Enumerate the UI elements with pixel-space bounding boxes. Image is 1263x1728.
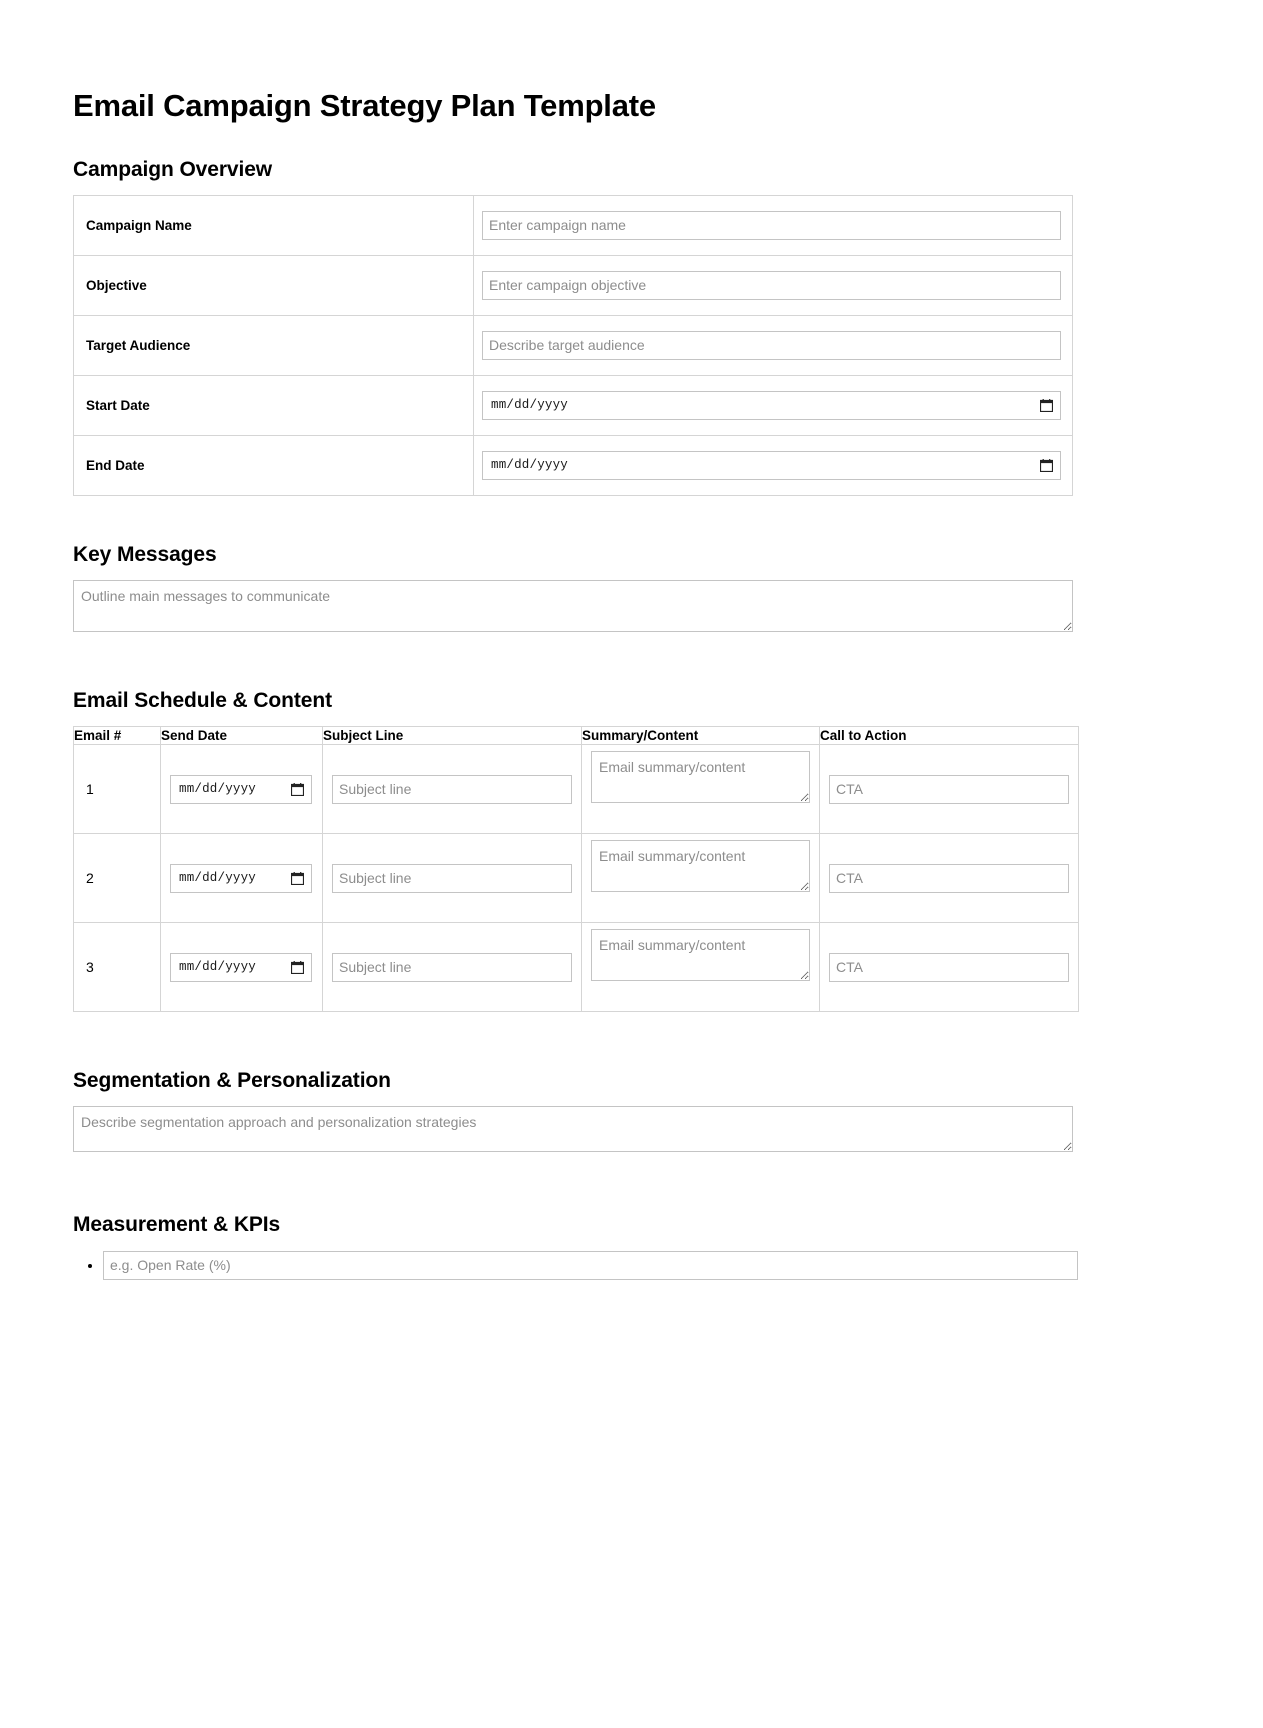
- row-field-target-audience: [474, 315, 1073, 375]
- table-row: [74, 255, 1073, 315]
- cta-cell-3: [820, 923, 1079, 1012]
- send-date-cell-1: [161, 745, 323, 834]
- table-row: [74, 834, 1079, 923]
- table-row: [74, 923, 1079, 1012]
- row-label-end-date: End Date: [74, 435, 474, 495]
- email-number-2: 2: [74, 834, 161, 923]
- kpi-input-1[interactable]: [103, 1251, 1078, 1280]
- subject-line-input-3[interactable]: [332, 953, 572, 982]
- send-date-cell-2: [161, 834, 323, 923]
- table-row: [74, 195, 1073, 255]
- section-heading-email-schedule: Email Schedule & Content: [73, 689, 332, 713]
- send-date-input-2[interactable]: [170, 864, 312, 893]
- column-header-send-date: Send Date: [161, 727, 323, 745]
- section-heading-campaign-overview: Campaign Overview: [73, 157, 273, 181]
- spacer: [73, 496, 1073, 542]
- page-title: Email Campaign Strategy Plan Template: [73, 88, 656, 123]
- target-audience-input[interactable]: [482, 331, 1061, 360]
- summary-cell-1: [582, 745, 820, 834]
- send-date-value-2: mm/dd/yyyy: [179, 871, 257, 886]
- subject-line-cell-3: [323, 923, 582, 1012]
- section-heading-key-messages: Key Messages: [73, 542, 217, 566]
- table-row: [74, 315, 1073, 375]
- row-label-target-audience: Target Audience: [74, 315, 474, 375]
- column-header-email-number: Email #: [74, 727, 161, 745]
- spacer: [73, 1012, 1073, 1068]
- calendar-icon[interactable]: [1040, 399, 1053, 412]
- cta-input-2[interactable]: [829, 864, 1069, 893]
- send-date-value-1: mm/dd/yyyy: [179, 782, 257, 797]
- row-label-objective: Objective: [74, 255, 474, 315]
- subject-line-cell-1: [323, 745, 582, 834]
- campaign-name-input[interactable]: [482, 211, 1061, 240]
- table-header-row: [74, 727, 1079, 745]
- start-date-value: mm/dd/yyyy: [491, 398, 569, 413]
- send-date-input-3[interactable]: [170, 953, 312, 982]
- start-date-input[interactable]: [482, 391, 1061, 420]
- list-item: [103, 1251, 1073, 1280]
- summary-textarea-2[interactable]: [591, 840, 810, 892]
- summary-textarea-3[interactable]: [591, 929, 810, 981]
- row-field-objective: [474, 255, 1073, 315]
- section-heading-measurement: Measurement & KPIs: [73, 1213, 281, 1237]
- email-number-3: 3: [74, 923, 161, 1012]
- column-header-subject-line: Subject Line: [323, 727, 582, 745]
- document-content: [73, 88, 1073, 1280]
- table-row: [74, 375, 1073, 435]
- column-header-summary: Summary/Content: [582, 727, 820, 745]
- subject-line-input-1[interactable]: [332, 775, 572, 804]
- cta-input-1[interactable]: [829, 775, 1069, 804]
- calendar-icon[interactable]: [291, 961, 304, 974]
- send-date-value-3: mm/dd/yyyy: [179, 960, 257, 975]
- cta-cell-2: [820, 834, 1079, 923]
- campaign-overview-table: [73, 195, 1073, 496]
- send-date-cell-3: [161, 923, 323, 1012]
- row-field-end-date: [474, 435, 1073, 495]
- cta-input-3[interactable]: [829, 953, 1069, 982]
- calendar-icon[interactable]: [291, 872, 304, 885]
- kpi-list: [73, 1251, 1073, 1280]
- calendar-icon[interactable]: [291, 783, 304, 796]
- segmentation-textarea[interactable]: [73, 1106, 1073, 1152]
- objective-input[interactable]: [482, 271, 1061, 300]
- summary-cell-3: [582, 923, 820, 1012]
- spacer: [73, 1152, 1073, 1212]
- summary-textarea-1[interactable]: [591, 751, 810, 803]
- subject-line-cell-2: [323, 834, 582, 923]
- column-header-call-to-action: Call to Action: [820, 727, 1079, 745]
- table-row: [74, 745, 1079, 834]
- key-messages-textarea[interactable]: [73, 580, 1073, 632]
- send-date-input-1[interactable]: [170, 775, 312, 804]
- subject-line-input-2[interactable]: [332, 864, 572, 893]
- email-number-1: 1: [74, 745, 161, 834]
- cta-cell-1: [820, 745, 1079, 834]
- spacer: [73, 632, 1073, 688]
- row-field-start-date: [474, 375, 1073, 435]
- row-label-start-date: Start Date: [74, 375, 474, 435]
- email-schedule-table: [73, 726, 1079, 1012]
- row-field-campaign-name: [474, 195, 1073, 255]
- calendar-icon[interactable]: [1040, 459, 1053, 472]
- section-heading-segmentation: Segmentation & Personalization: [73, 1069, 391, 1093]
- summary-cell-2: [582, 834, 820, 923]
- end-date-value: mm/dd/yyyy: [491, 458, 569, 473]
- table-row: [74, 435, 1073, 495]
- end-date-input[interactable]: [482, 451, 1061, 480]
- row-label-campaign-name: Campaign Name: [74, 195, 474, 255]
